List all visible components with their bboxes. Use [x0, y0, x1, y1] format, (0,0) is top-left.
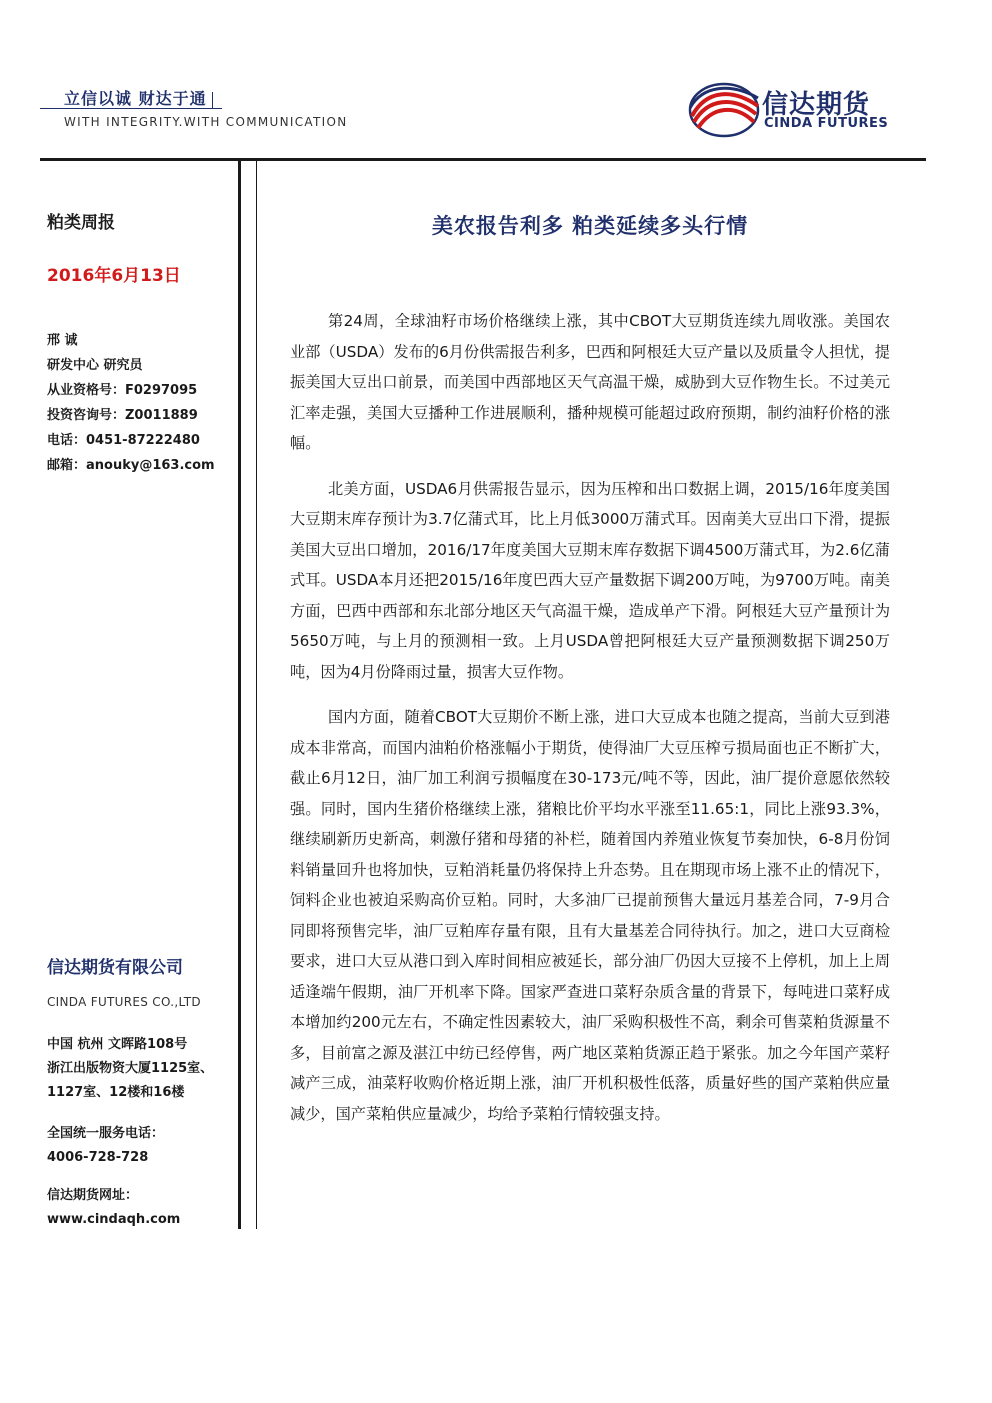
website-label: 信达期货网址： [47, 1188, 139, 1203]
column-divider-thick [238, 158, 241, 1229]
address-line: 浙江出版物资大厦1125室、 [47, 1061, 214, 1076]
body-paragraph: 北美方面，USDA6月供需报告显示，因为压榨和出口数据上调，2015/16年度美国大豆期末库存预计为3.7亿蒲式耳，比上月低3000万蒲式耳。因南美大豆出口下滑，提振美国大豆出口增加，2016/17年度美国大豆期末库存数据下调4500万蒲式耳，为2.6亿蒲式耳。USDA本月还把2015/16年度巴西大豆产量数据下调200万吨，为9700万吨。南美方面，巴西中西部和东北部分地区天气高温干燥，造成单产下滑。阿根廷大豆产量预计为5650万吨，与上月的预测相一致。上月USDA曾把阿根廷大豆产量预测数据下调250万吨，因为4月份降雨过量，损害大豆作物。 [290, 479, 890, 681]
column-divider-thin [256, 158, 257, 1229]
report-body [290, 306, 890, 1144]
slogan-underline [40, 108, 222, 109]
report-title: 美农报告利多 粕类延续多头行情 [431, 214, 749, 238]
company-name-en: CINDA FUTURES CO.,LTD [47, 995, 201, 1009]
analyst-info [47, 328, 215, 478]
body-paragraph: 国内方面，随着CBOT大豆期价不断上涨，进口大豆成本也随之提高，当前大豆到港成本非常高，而国内油粕价格涨幅小于期货，使得油厂大豆压榨亏损局面也正不断扩大，截止6月12日，油厂加工利润亏损幅度在30-173元/吨不等，因此，油厂提价意愿依然较强。同时，国内生猪价格继续上涨，猪粮比价平均水平涨至11.65:1，同比上涨93.3%，继续刷新历史新高，刺激仔猪和母猪的补栏，随着国内养殖业恢复节奏加快，6-8月份饲料销量回升也将加快，豆粕消耗量仍将保持上升态势。且在期现市场上涨不止的情况下，饲料企业也被迫采购高价豆粕。同时，大多油厂已提前预售大量远月基差合同，7-9月合同即将预售完毕，油厂豆粕库存量有限，且有大量基差合同待执行。加之，进口大豆商检要求，进口大豆从港口到入库时间相应被延长，部分油厂仍因大豆接不上停机，加上上周适逢端午假期，油厂开机率下降。国家严查进口菜籽杂质含量的背景下，每吨进口菜籽成本增加约200元左右，不确定性因素较大，油厂采购积极性不高，剩余可售菜粕货源量不多，目前富之源及湛江中纺已经停售，两广地区菜粕货源正趋于紧张。加之今年国产菜籽减产三成，油菜籽收购价格近期上涨，油厂开机积极性低落，质量好些的国产菜粕供应量减少，国产菜粕供应量减少，均给予菜粕行情较强支持。 [290, 708, 890, 1123]
logo-text-en: CINDA FUTURES [764, 116, 889, 131]
analyst-consult-license: 投资咨询号：Z0011889 [47, 408, 198, 423]
hotline-label: 全国统一服务电话： [47, 1126, 165, 1141]
analyst-phone: 电话：0451-87222480 [47, 433, 200, 448]
analyst-name: 邢 诚 [47, 333, 78, 348]
hotline-number: 4006-728-728 [47, 1150, 149, 1165]
address-line: 中国 杭州 文晖路108号 [47, 1037, 188, 1052]
report-date: 2016年6月13日 [47, 266, 181, 286]
company-name: 信达期货有限公司 [47, 958, 183, 978]
header-slogan: 立信以诚 财达于通 [64, 89, 207, 108]
analyst-email[interactable]: 邮箱：anouky@163.com [47, 458, 215, 473]
slogan-divider-tick [212, 92, 213, 108]
report-type: 粕类周报 [47, 213, 115, 233]
cinda-swoosh-icon [688, 80, 760, 140]
company-logo [688, 80, 928, 140]
company-address [47, 1033, 213, 1105]
service-hotline [47, 1122, 164, 1170]
body-paragraph: 第24周，全球油籽市场价格继续上涨，其中CBOT大豆期货连续九周收涨。美国农业部（USDA）发布的6月份供需报告利多，巴西和阿根廷大豆产量以及质量令人担忧，提振美国大豆出口前景，而美国中西部地区天气高温干燥，威胁到大豆作物生长。不过美元汇率走强，美国大豆播种工作进展顺利，播种规模可能超过政府预期，制约油籽价格的涨幅。 [290, 312, 890, 452]
header-english-slogan: WITH INTEGRITY.WITH COMMUNICATION [64, 115, 348, 129]
analyst-license: 从业资格号：F0297095 [47, 383, 198, 398]
website-link[interactable]: www.cindaqh.com [47, 1212, 181, 1227]
address-line: 1127室、12楼和16楼 [47, 1085, 185, 1100]
logo-text-cn: 信达期货 [762, 90, 871, 120]
company-website [47, 1184, 180, 1232]
analyst-title: 研发中心 研究员 [47, 358, 143, 373]
header-rule [40, 158, 926, 161]
